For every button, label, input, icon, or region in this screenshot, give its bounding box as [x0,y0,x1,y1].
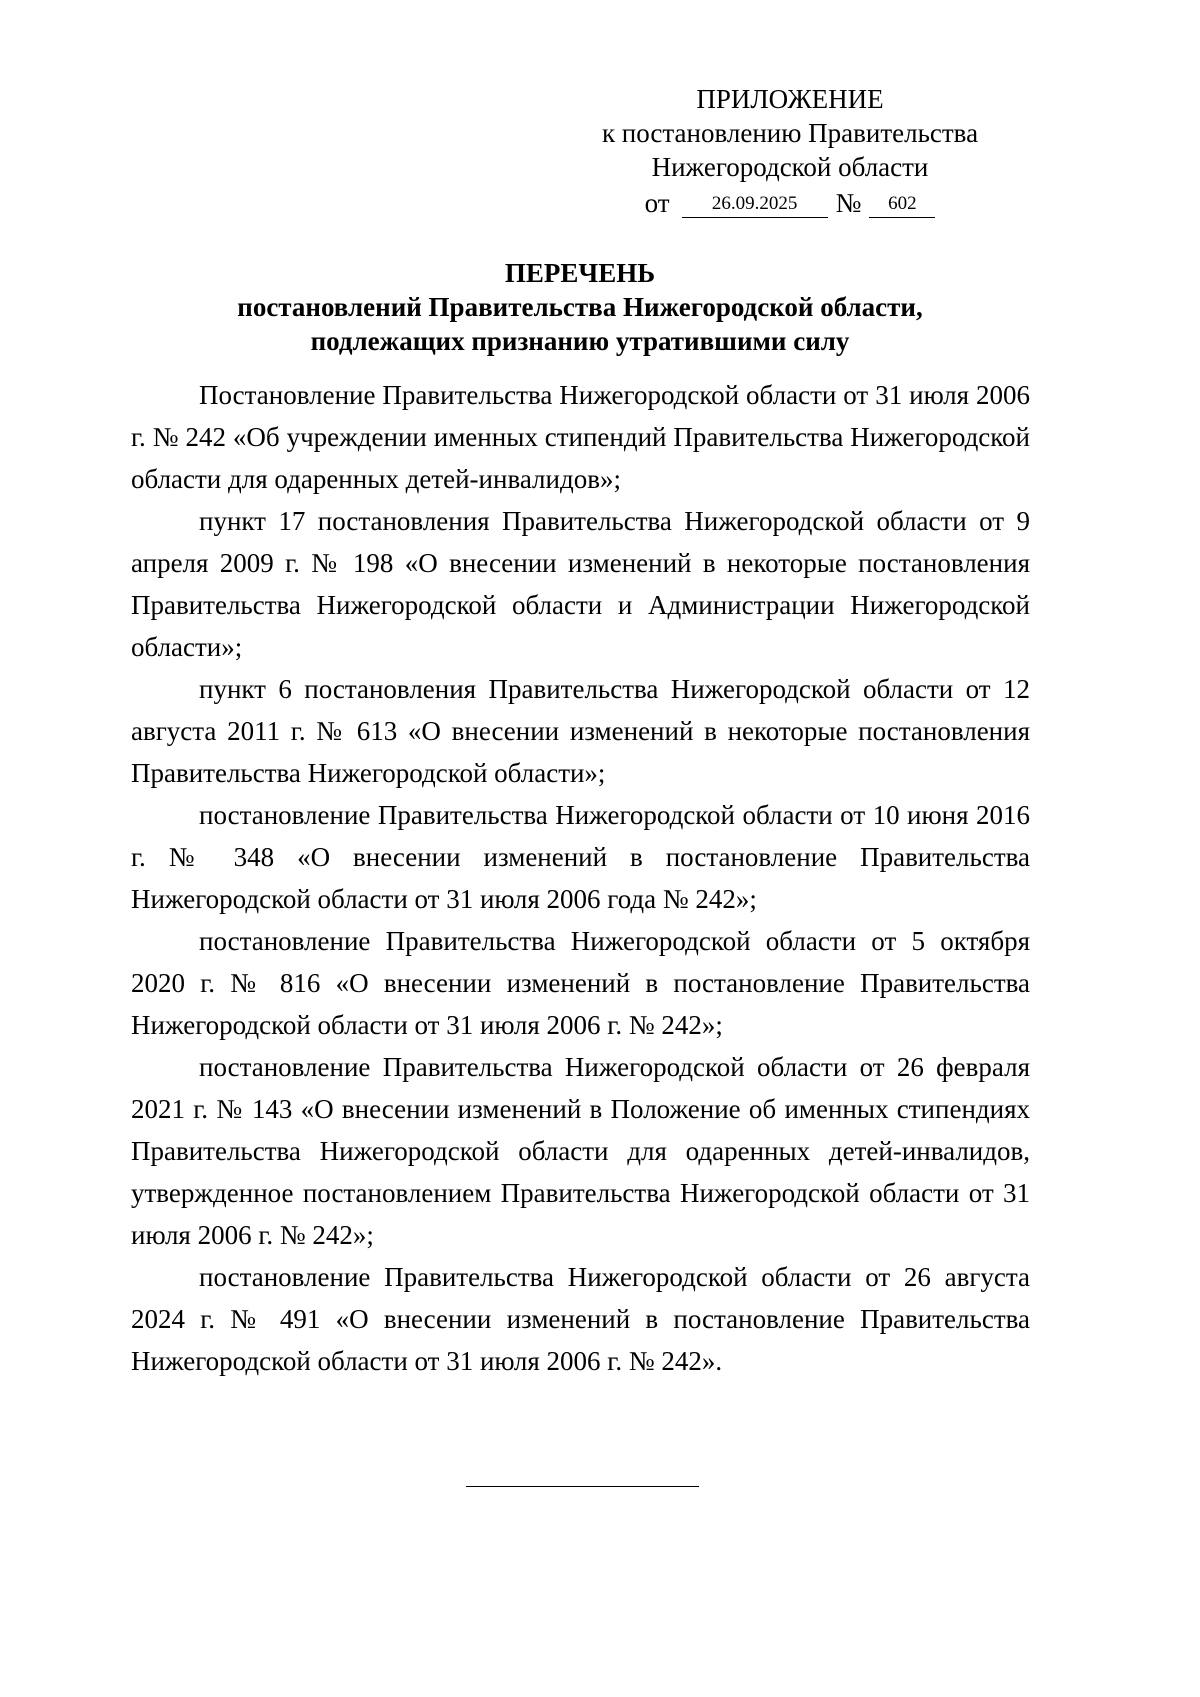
list-item: пункт 6 постановления Правительства Нижегородской области от 12 августа 2011 г. № 613 «О внесении изменений в некоторые постановления Правительства Нижегородской области»; [131,674,1030,788]
appendix-line-1: к постановлению Правительства [601,118,979,148]
decree-list [131,374,1030,1382]
decree-number: 602 [869,191,935,218]
list-item: постановление Правительства Нижегородской области от 5 октября 2020 г. № 816 «О внесении изменений в постановление Правительства Нижегородской области от 31 июля 2006 г. № 242»; [131,926,1030,1040]
appendix-line-2: Нижегородской области [651,152,929,182]
list-item: постановление Правительства Нижегородской области от 26 августа 2024 г. № 491 «О внесении изменений в постановление Правительства Нижегородской области от 31 июля 2006 г. № 242». [131,1262,1030,1376]
date-prefix: от [644,188,670,218]
appendix-heading: ПРИЛОЖЕНИЕ [696,84,884,114]
number-sign: № [835,188,862,218]
list-item: постановление Правительства Нижегородской области от 10 июня 2016 г. № 348 «О внесении изменений в постановление Правительства Нижегородской области от 31 июля 2006 года № 242»; [131,800,1030,914]
appendix-header [560,82,1020,220]
title-line-2: постановлений Правительства Нижегородской области, [237,292,923,322]
list-item: пункт 17 постановления Правительства Нижегородской области от 9 апреля 2009 г. № 198 «О внесении изменений в некоторые постановления Правительства Нижегородской области и Администрации Нижегородской области»; [131,506,1030,662]
decree-date: 26.09.2025 [682,191,828,218]
title-line-3: подлежащих признанию утратившими силу [310,326,850,356]
end-separator-line [466,1486,699,1487]
appendix-reference [560,186,1020,220]
title-line-1: ПЕРЕЧЕНЬ [504,258,656,288]
list-item: постановление Правительства Нижегородской области от 26 февраля 2021 г. № 143 «О внесении изменений в Положение об именных стипендиях Правительства Нижегородской области для одаренных детей-инвалидов, утвержденное постановлением Правительства Нижегородской области от 31 июля 2006 г. № 242»; [131,1052,1030,1250]
list-item: Постановление Правительства Нижегородской области от 31 июля 2006 г. № 242 «Об учреждении именных стипендий Правительства Нижегородской области для одаренных детей-инвалидов»; [131,380,1030,494]
document-title [130,256,1030,358]
